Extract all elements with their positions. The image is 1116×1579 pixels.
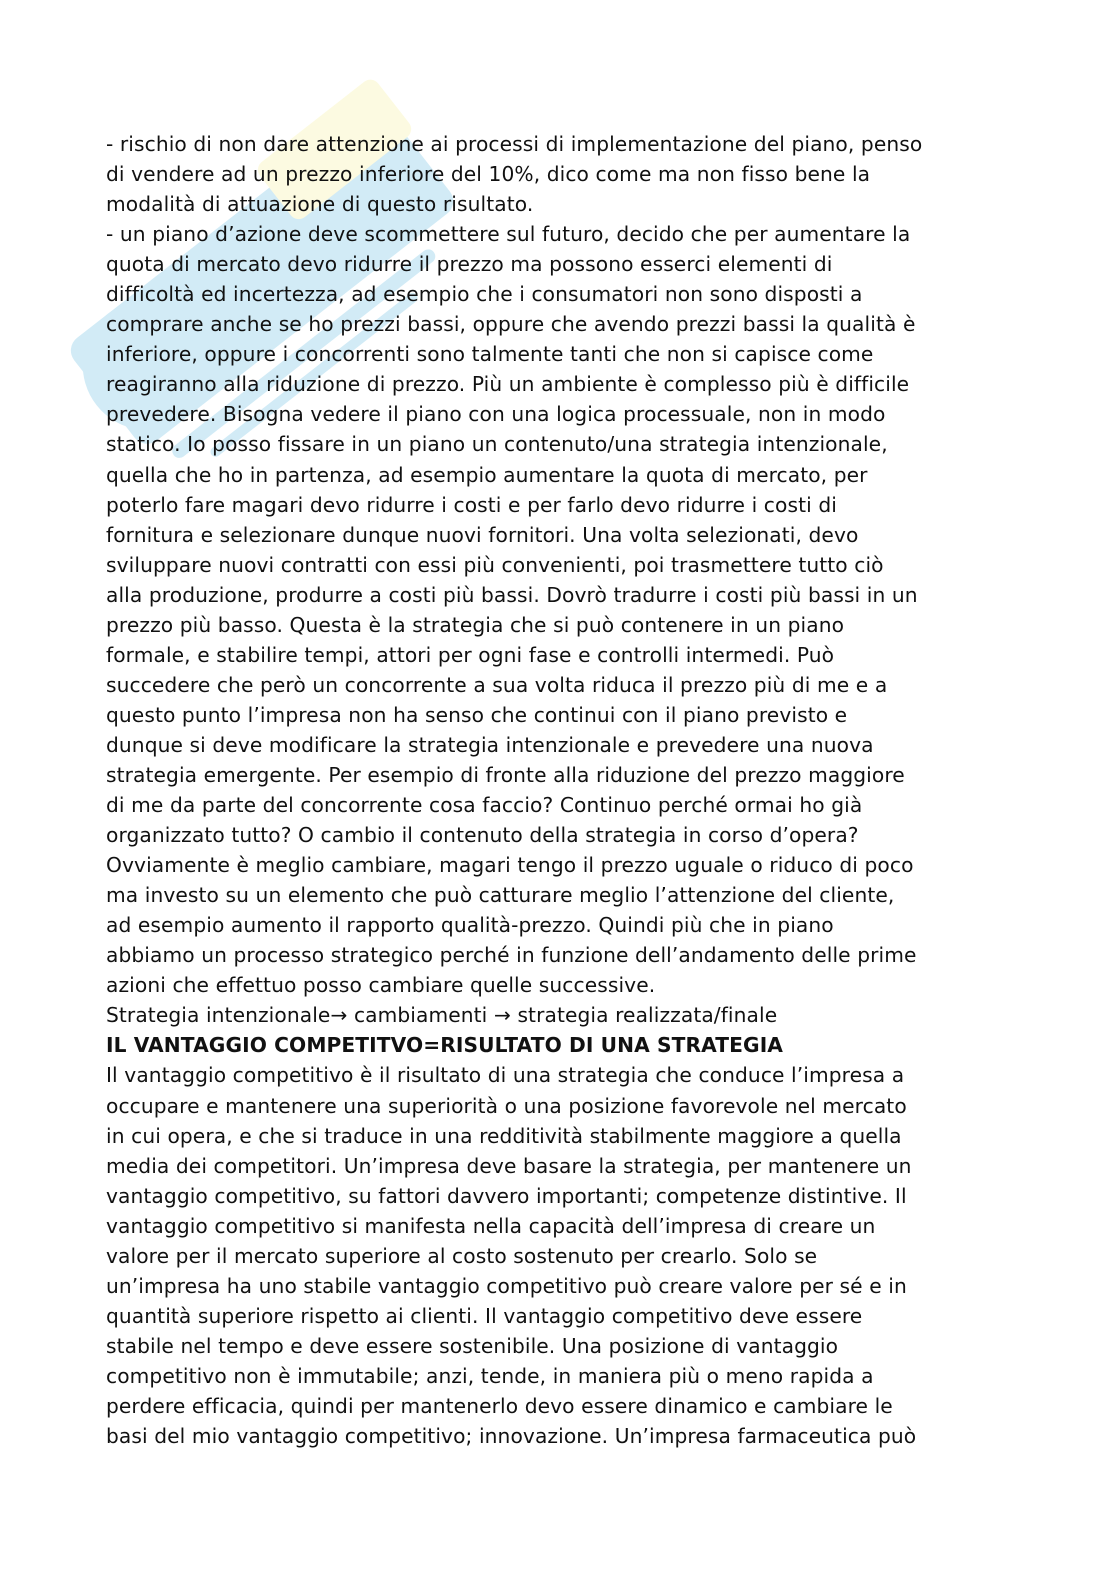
text-line: - un piano d’azione deve scommettere sul futuro, decido che per aumentare la [106,222,911,247]
text-line: alla produzione, produrre a costi più bassi. Dovrò tradurre i costi più bassi in un [106,582,918,607]
text-line: occupare e mantenere una superiorità o una posizione favorevole nel mercato [106,1093,907,1118]
text-line: formale, e stabilire tempi, attori per ogni fase e controlli intermedi. Può [106,642,835,667]
text-line: azioni che effettuo posso cambiare quelle successive. [106,973,656,998]
text-line: stabile nel tempo e deve essere sostenibile. Una posizione di vantaggio [106,1333,839,1358]
text-line: valore per il mercato superiore al costo sostenuto per crearlo. Solo se [106,1243,818,1268]
text-line: quantità superiore rispetto ai clienti. Il vantaggio competitivo deve essere [106,1303,863,1328]
text-line: succedere che però un concorrente a sua volta riduca il prezzo più di me e a [106,672,888,697]
text-line: di me da parte del concorrente cosa faccio? Continuo perché ormai ho già [106,793,863,818]
text-line: statico. Io posso fissare in un piano un contenuto/una strategia intenzionale, [106,432,888,457]
text-line: perdere efficacia, quindi per mantenerlo devo essere dinamico e cambiare le [106,1393,893,1418]
text-line: Ovviamente è meglio cambiare, magari tengo il prezzo uguale o riduco di poco [106,853,914,878]
text-line: abbiamo un processo strategico perché in funzione dell’andamento delle prime [106,943,917,968]
text-line: ad esempio aumento il rapporto qualità-prezzo. Quindi più che in piano [106,913,834,938]
text-line: media dei competitori. Un’impresa deve basare la strategia, per mantenere un [106,1153,912,1178]
text-line: difficoltà ed incertezza, ad esempio che i consumatori non sono disposti a [106,282,863,307]
text-line: reagiranno alla riduzione di prezzo. Più un ambiente è complesso più è difficile [106,372,910,397]
section-heading: IL VANTAGGIO COMPETITVO=RISULTATO DI UNA STRATEGIA [106,1033,784,1058]
text-line: organizzato tutto? O cambio il contenuto della strategia in corso d’opera? [106,823,859,848]
text-line: poterlo fare magari devo ridurre i costi e per farlo devo ridurre i costi di [106,492,837,517]
text-line: inferiore, oppure i concorrenti sono talmente tanti che non si capisce come [106,342,874,367]
text-line: strategia emergente. Per esempio di fronte alla riduzione del prezzo maggiore [106,762,905,787]
text-line: modalità di attuazione di questo risultato. [106,192,534,217]
text-line: prezzo più basso. Questa è la strategia che si può contenere in un piano [106,612,845,637]
text-line: comprare anche se ho prezzi bassi, oppure che avendo prezzi bassi la qualità è [106,312,916,337]
document-body [106,129,1006,1451]
text-line: Il vantaggio competitivo è il risultato di una strategia che conduce l’impresa a [106,1063,905,1088]
text-line: fornitura e selezionare dunque nuovi fornitori. Una volta selezionati, devo [106,522,859,547]
text-line: vantaggio competitivo si manifesta nella capacità dell’impresa di creare un [106,1213,876,1238]
text-line: in cui opera, e che si traduce in una redditività stabilmente maggiore a quella [106,1123,902,1148]
text-line: competitivo non è immutabile; anzi, tende, in maniera più o meno rapida a [106,1363,874,1388]
text-line: dunque si deve modificare la strategia intenzionale e prevedere una nuova [106,732,874,757]
text-line: Strategia intenzionale→ cambiamenti → strategia realizzata/finale [106,1003,778,1028]
text-line: ma investo su un elemento che può catturare meglio l’attenzione del cliente, [106,883,895,908]
text-line: sviluppare nuovi contratti con essi più convenienti, poi trasmettere tutto ciò [106,552,884,577]
text-line: quella che ho in partenza, ad esempio aumentare la quota di mercato, per [106,462,868,487]
text-line: quota di mercato devo ridurre il prezzo ma possono esserci elementi di [106,252,833,277]
text-line: vantaggio competitivo, su fattori davvero importanti; competenze distintive. Il [106,1183,907,1208]
text-line: un’impresa ha uno stabile vantaggio competitivo può creare valore per sé e in [106,1273,907,1298]
text-line: basi del mio vantaggio competitivo; innovazione. Un’impresa farmaceutica può [106,1424,917,1449]
text-line: di vendere ad un prezzo inferiore del 10%, dico come ma non fisso bene la [106,162,871,187]
text-line: prevedere. Bisogna vedere il piano con una logica processuale, non in modo [106,402,886,427]
text-line: questo punto l’impresa non ha senso che continui con il piano previsto e [106,702,848,727]
text-line: - rischio di non dare attenzione ai processi di implementazione del piano, penso [106,132,923,156]
